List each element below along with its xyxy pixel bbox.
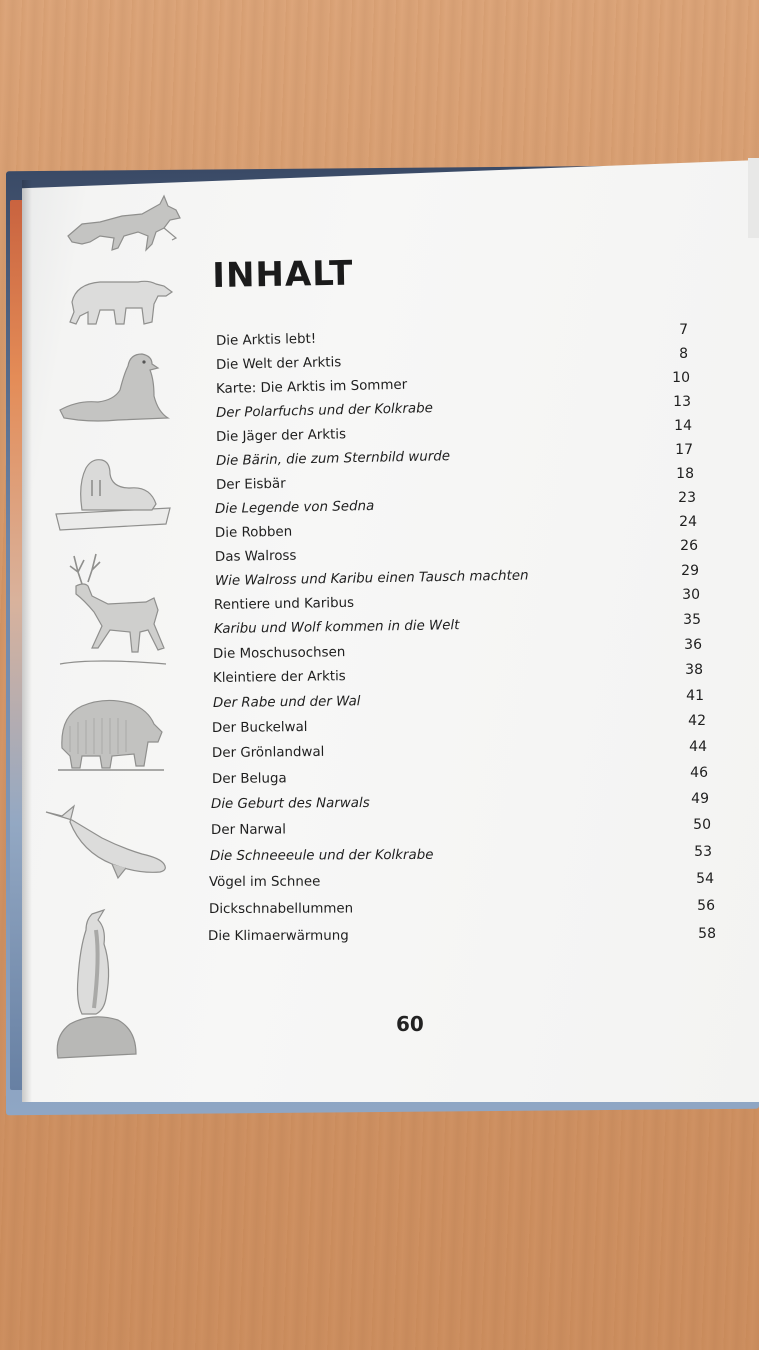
toc-entry-page: 46 — [690, 765, 708, 781]
toc-entry-page: 58 — [698, 926, 716, 942]
toc-entry-page: 54 — [696, 871, 714, 887]
toc-entry-page: 56 — [697, 898, 715, 914]
toc-entry-page: 41 — [686, 688, 704, 704]
penguin-icon — [52, 908, 142, 1062]
toc-entry-title: Die Schneeeule und der Kolkrabe — [209, 847, 434, 864]
toc-entry-title: Der Polarfuchs und der Kolkrabe — [215, 401, 434, 421]
toc-entry-title: Die Geburt des Narwals — [210, 795, 370, 812]
toc-entry-page: 7 — [679, 322, 688, 338]
reindeer-icon — [54, 552, 174, 672]
toc-entry-title: Die Bärin, die zum Sternbild wurde — [215, 449, 451, 469]
toc-entry-title: Kleintiere der Arktis — [212, 669, 346, 686]
toc-entry-page: 17 — [675, 442, 693, 458]
toc-entry-page: 38 — [685, 662, 703, 678]
toc-entry-page: 29 — [681, 563, 699, 579]
toc-entry-page: 24 — [679, 514, 697, 530]
toc-entry-page: 44 — [689, 739, 707, 755]
toc-entry-title: Wie Walross und Karibu einen Tausch machten — [214, 568, 529, 589]
toc-entry-page: 49 — [691, 791, 709, 807]
toc-entry-page: 18 — [676, 466, 694, 482]
toc-entry-page: 23 — [678, 490, 696, 506]
toc-entry-title: Die Klimaerwärmung — [207, 928, 349, 944]
toc-entry-title: Karibu und Wolf kommen in die Welt — [213, 618, 460, 637]
toc-entry-title: Dickschnabellummen — [208, 901, 354, 917]
page-title: INHALT — [212, 253, 354, 296]
toc-entry-title: Der Beluga — [211, 771, 287, 787]
page-number: 60 — [396, 1012, 424, 1036]
toc-entry-title: Rentiere und Karibus — [213, 595, 355, 613]
wolf-icon — [60, 192, 184, 254]
toc-entry-title: Der Rabe und der Wal — [212, 694, 361, 711]
toc-entry-title: Der Buckelwal — [211, 720, 308, 736]
toc-entry-page: 13 — [673, 394, 691, 410]
toc-entry-title: Die Moschusochsen — [212, 645, 346, 662]
toc-entry-title: Die Arktis lebt! — [215, 331, 317, 349]
toc-entry-page: 53 — [694, 844, 712, 860]
toc-entry-page: 26 — [680, 538, 698, 554]
toc-entry-page: 14 — [674, 418, 692, 434]
toc-entry-title: Vögel im Schnee — [208, 874, 321, 890]
toc-entry-title: Der Narwal — [210, 822, 286, 838]
walrus-icon — [52, 454, 176, 532]
toc-entry-title: Der Eisbär — [215, 476, 286, 493]
next-page-edge — [748, 158, 759, 238]
toc-entry-page: 50 — [693, 817, 711, 833]
toc-entry-title: Die Welt der Arktis — [215, 355, 342, 373]
seal-icon — [58, 350, 176, 426]
toc-entry-page: 30 — [682, 587, 700, 603]
toc-entry-title: Karte: Die Arktis im Sommer — [215, 377, 408, 397]
toc-entry-page: 10 — [672, 370, 690, 386]
toc-entry-title: Die Robben — [214, 524, 293, 541]
toc-entry-title: Die Jäger der Arktis — [215, 427, 347, 445]
toc-entry-title: Das Walross — [214, 548, 297, 565]
beluga-icon — [42, 802, 170, 886]
toc-entry-page: 35 — [683, 612, 701, 628]
toc-entry-title: Der Grönlandwal — [211, 744, 325, 761]
toc-entry-title: Die Legende von Sedna — [214, 498, 375, 517]
page-gutter-shadow — [22, 180, 32, 1102]
toc-entry-page: 42 — [688, 713, 706, 729]
toc-entry-page: 36 — [684, 637, 702, 653]
polar-bear-icon — [66, 272, 176, 328]
toc-entry-page: 8 — [679, 346, 688, 362]
musk-ox-icon — [56, 696, 168, 776]
